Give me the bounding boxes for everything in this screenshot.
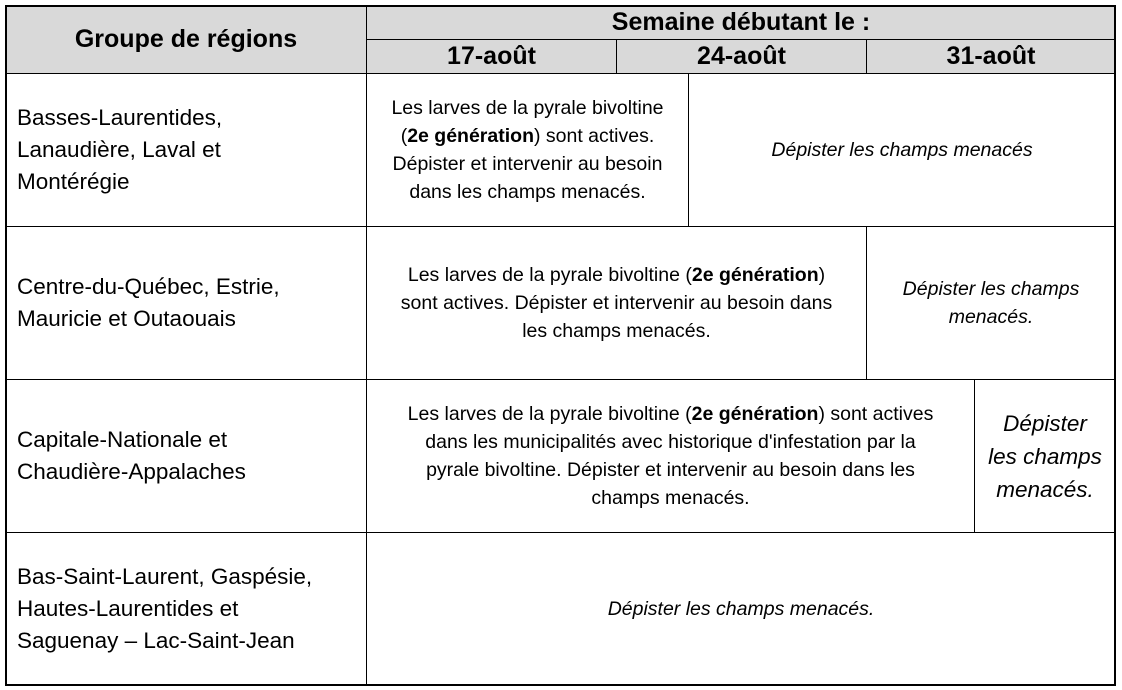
header-group-label-text: Groupe de régions	[74, 25, 298, 53]
monitor-cell-3	[974, 379, 1116, 532]
active-larvae-text-3	[408, 400, 934, 512]
monitor-text-1: Dépister les champs menacés	[771, 139, 1033, 161]
monitor-cell-1	[688, 73, 1116, 226]
header-week-label	[366, 5, 1116, 39]
text-line: les champs	[988, 443, 1102, 469]
active-larvae-cell-2	[366, 226, 866, 379]
text-line	[408, 400, 934, 428]
text-span: ) sont actives	[818, 403, 934, 425]
region-line: Capitale-Nationale et	[17, 427, 228, 452]
region-name-2	[17, 271, 280, 335]
generation-emphasis: 2e génération	[691, 403, 819, 425]
header-date-3	[866, 39, 1116, 73]
active-larvae-text-1	[391, 94, 663, 206]
text-line: dans les municipalités avec historique d'infestation par la	[425, 431, 916, 453]
region-line: Saguenay – Lac-Saint-Jean	[17, 628, 295, 653]
text-line	[391, 122, 663, 150]
header-date-2	[616, 39, 866, 73]
monitor-text-2	[903, 275, 1080, 331]
active-larvae-cell-1	[366, 73, 688, 226]
text-span: Les larves de la pyrale bivoltine (	[407, 403, 692, 425]
region-name-4	[17, 561, 312, 657]
region-line: Hautes-Laurentides et	[17, 596, 239, 621]
text-span: Les larves de la pyrale bivoltine (	[407, 264, 692, 286]
header-week-label-text: Semaine débutant le :	[611, 8, 871, 36]
text-line	[401, 261, 832, 289]
text-line: les champs menacés.	[522, 320, 711, 342]
header-date-3-text: 31-août	[946, 42, 1036, 70]
text-line: dans les champs menacés.	[409, 181, 646, 203]
monitor-text-3	[988, 407, 1102, 506]
text-line: Les larves de la pyrale bivoltine	[391, 97, 664, 119]
monitor-text-4: Dépister les champs menacés.	[607, 598, 875, 620]
generation-emphasis: 2e génération	[407, 125, 534, 147]
region-cell-3	[5, 379, 366, 532]
region-name-3	[17, 424, 246, 488]
region-cell-2	[5, 226, 366, 379]
monitor-cell-4	[366, 532, 1116, 686]
region-line: Mauricie et Outaouais	[17, 306, 236, 331]
active-larvae-cell-3	[366, 379, 974, 532]
generation-emphasis: 2e génération	[691, 264, 819, 286]
text-line: Dépister les champs	[902, 278, 1080, 300]
region-line: Montérégie	[17, 169, 130, 194]
region-line: Lanaudière, Laval et	[17, 137, 221, 162]
header-date-2-text: 24-août	[697, 42, 786, 70]
region-line: Bas-Saint-Laurent, Gaspésie,	[17, 564, 313, 589]
region-cell-4	[5, 532, 366, 686]
text-span: ) sont actives.	[533, 125, 655, 147]
region-name-1	[17, 102, 222, 198]
text-line: menacés.	[996, 476, 1094, 502]
text-span: )	[818, 264, 826, 286]
header-date-1	[366, 39, 616, 73]
region-line: Basses-Laurentides,	[17, 105, 223, 130]
header-date-1-text: 17-août	[447, 42, 536, 70]
text-span: (	[400, 125, 408, 147]
text-line: Dépister et intervenir au besoin	[392, 153, 663, 175]
active-larvae-text-2	[401, 261, 832, 345]
region-line: Chaudière-Appalaches	[17, 459, 246, 484]
text-line: menacés.	[948, 306, 1034, 328]
header-group-label	[5, 5, 366, 73]
text-line: champs menacés.	[591, 487, 750, 509]
text-line: Dépister	[1003, 410, 1087, 436]
region-cell-1	[5, 73, 366, 226]
region-line: Centre-du-Québec, Estrie,	[17, 274, 280, 299]
text-line: pyrale bivoltine. Dépister et intervenir au besoin dans les	[426, 459, 915, 481]
monitor-cell-2	[866, 226, 1116, 379]
text-line: sont actives. Dépister et intervenir au besoin dans	[400, 292, 833, 314]
